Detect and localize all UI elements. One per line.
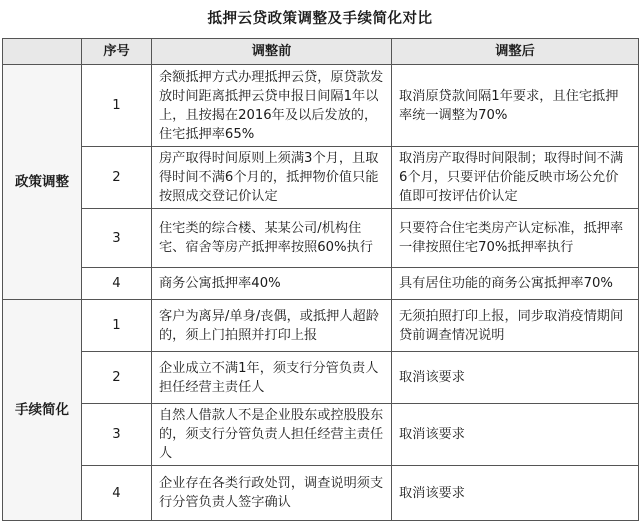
- after-cell: 只要符合住宅类房产认定标准，抵押率一律按照住宅70%抵押率执行: [392, 209, 639, 268]
- after-cell: 无须拍照打印上报，同步取消疫情期间贷前调查情况说明: [392, 300, 639, 352]
- row-number: 4: [82, 466, 152, 521]
- table-row: [3, 209, 639, 268]
- before-cell: 商务公寓抵押率40%: [152, 268, 392, 300]
- header-before: 调整前: [152, 39, 392, 65]
- after-cell: 取消该要求: [392, 404, 639, 466]
- table-row: [3, 268, 639, 300]
- row-number: 1: [82, 300, 152, 352]
- table-row: [3, 404, 639, 466]
- row-number: 2: [82, 352, 152, 404]
- table-title: 抵押云贷政策调整及手续简化对比: [207, 11, 433, 27]
- row-number: 1: [82, 65, 152, 147]
- table-row: [3, 466, 639, 521]
- before-cell: 自然人借款人不是企业股东或控股股东的，须支行分管负责人担任经营主责任人: [152, 404, 392, 466]
- before-cell: 房产取得时间原则上须满3个月，且取得时间不满6个月的，抵押物价值只能按照成交登记价认定: [152, 147, 392, 209]
- table-row: [3, 147, 639, 209]
- header-after: 调整后: [392, 39, 639, 65]
- table-row: [3, 65, 639, 147]
- table-row: [3, 300, 639, 352]
- row-number: 4: [82, 268, 152, 300]
- header-row: [3, 39, 639, 65]
- before-cell: 住宅类的综合楼、某某公司/机构住宅、宿舍等房产抵押率按照60%执行: [152, 209, 392, 268]
- row-number: 3: [82, 209, 152, 268]
- table-row: [3, 352, 639, 404]
- before-cell: 客户为离异/单身/丧偶，或抵押人超龄的，须上门拍照并打印上报: [152, 300, 392, 352]
- category-policy-adjustment: 政策调整: [3, 65, 82, 300]
- row-number: 3: [82, 404, 152, 466]
- after-cell: 取消房产取得时间限制；取得时间不满6个月，只要评估价能反映市场公允价值即可按评估价认定: [392, 147, 639, 209]
- before-cell: 企业存在各类行政处罚，调查说明须支行分管负责人签字确认: [152, 466, 392, 521]
- after-cell: 取消该要求: [392, 466, 639, 521]
- after-cell: 取消该要求: [392, 352, 639, 404]
- header-category: [3, 39, 82, 65]
- after-cell: 具有居住功能的商务公寓抵押率70%: [392, 268, 639, 300]
- row-number: 2: [82, 147, 152, 209]
- after-cell: 取消原贷款间隔1年要求，且住宅抵押率统一调整为70%: [392, 65, 639, 147]
- comparison-table: [2, 38, 639, 521]
- header-number: 序号: [82, 39, 152, 65]
- category-procedure-simplification: 手续简化: [3, 300, 82, 521]
- before-cell: 余额抵押方式办理抵押云贷，原贷款发放时间距离抵押云贷申报日间隔1年以上，且按揭在2016年及以后发放的，住宅抵押率65%: [152, 65, 392, 147]
- before-cell: 企业成立不满1年，须支行分管负责人担任经营主责任人: [152, 352, 392, 404]
